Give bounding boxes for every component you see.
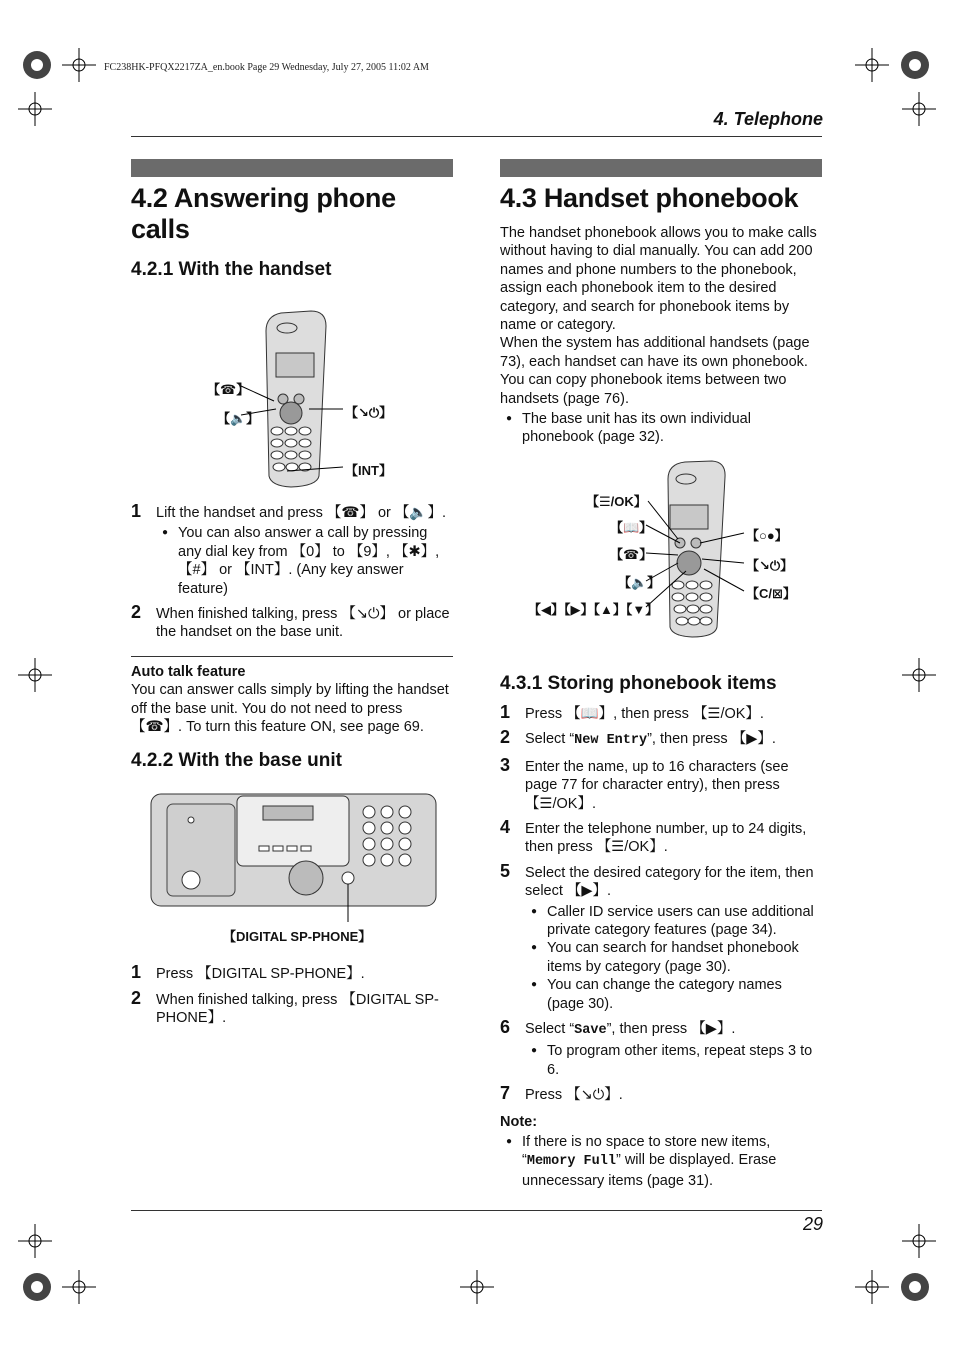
talk-key-label: 【☎】 [610,546,653,562]
header-rule [131,136,822,137]
crosshair-icon [902,1224,936,1258]
handset-figure [131,291,453,496]
step-item: 2 Select “New Entry”, then press 【▶】. [500,727,776,749]
redial-key-label: 【○●】 [746,527,788,543]
speaker-key-label: 【🔈】 [217,411,260,426]
note-heading: Note: [500,1113,538,1130]
off-key-label: 【↘⏻】 [746,557,794,573]
intro-paragraph: When the system has additional handsets (page 73), each handset can have its own phonebook. You can copy phonebook items between two handsets (page 76). [500,335,810,407]
step-item: 6 Select “Save”, then press 【▶】. ● To program other items, repeat steps 3 to 6. [500,1020,822,1079]
bullet-item: ● You can change the category names (page 30). [525,976,822,1013]
crosshair-icon [902,658,936,692]
bullet-item: ● To program other items, repeat steps 3 to 6. [525,1042,822,1079]
digital-sp-phone-label: 【DIGITAL SP-PHONE】 [223,929,372,945]
footer-rule [131,1210,822,1211]
display-text: New Entry [574,733,648,749]
off-key-label: 【↘⏻】 [345,405,393,420]
answer-steps [131,501,453,642]
bullet-item: ● The base unit has its own individual phonebook (page 32). [500,410,822,447]
auto-talk-heading: Auto talk feature [131,663,246,680]
section-bar [500,159,822,177]
page-number: 29 [802,1214,823,1234]
crosshair-icon [460,1270,494,1304]
crosshair-icon [855,48,889,82]
section-title: 4.3 Handset phonebook [500,183,799,213]
base-unit-steps [131,962,453,1027]
crosshair-icon [18,1224,52,1258]
base-unit-figure [131,782,453,957]
step-item: 3 Enter the name, up to 16 characters (see page 77 for character entry), then press 【☰/OK】. [500,754,789,812]
left-column [131,159,453,1036]
section-bar [131,159,453,177]
bullet-item: ● You can search for handset phonebook items by category (page 30). [525,939,822,976]
talk-key-label: 【☎】 [207,382,250,397]
crosshair-icon [855,1270,889,1304]
section-title: 4.2 Answering phone calls [131,183,396,244]
crosshair-icon [902,92,936,126]
menu-ok-key-label: 【☰/OK】 [586,493,647,509]
file-info: FC238HK-PFQX2217ZA_en.book Page 29 Wednesday, July 27, 2005 11:02 AM [104,62,429,73]
subsection-heading: 4.3.1 Storing phonebook items [500,672,777,694]
registration-mark-icon [20,1270,54,1304]
int-key-label: 【INT】 [345,463,392,478]
auto-talk-text: You can answer calls simply by lifting the handset off the base unit. You do not need to press 【☎】. To turn this feature ON, see page 69. [131,682,449,736]
navigator-key-label: 【◀】【▶】【▲】【▼】 [528,601,659,617]
phonebook-key-label: 【📖】 [610,519,653,535]
bullet-item: ● If there is no space to store new items, “Memory Full” will be displayed. Erase unnecessary items (page 31). [500,1133,822,1190]
registration-mark-icon [898,1270,932,1304]
step-item: 4 Enter the telephone number, up to 24 digits, then press 【☰/OK】. [500,816,807,856]
crosshair-icon [18,658,52,692]
clear-key-label: 【C/⊠】 [746,585,796,601]
display-text: Save [574,1022,607,1038]
crosshair-icon [18,92,52,126]
bullet-item: ● Caller ID service users can use additional private category features (page 34). [525,903,822,940]
registration-mark-icon [20,48,54,82]
subsection-heading: 4.2.1 With the handset [131,259,332,280]
bullet-item: ● You can also answer a call by pressing any dial key from 【0】 to 【9】, 【✱】, 【#】 or 【INT】. (Any key answer feature) [156,524,453,598]
handset-illustration [131,291,453,496]
step-item: 2 When finished talking, press 【DIGITAL SP-PHONE】. [131,987,439,1027]
step-item: 2 When finished talking, press 【↘⏻】 or place the handset on the base unit. [131,602,450,641]
step-item: 1 Lift the handset and press 【☎】 or 【🔈】. ● You can also answer a call by pressing any dial key from 【0】 to 【9】, 【✱】, 【#】 or 【INT】. (Any key answer feature) [131,504,453,598]
registration-mark-icon [898,48,932,82]
divider [131,656,453,657]
display-text: Memory Full [526,1154,616,1170]
phonebook-handset-figure [500,459,822,659]
step-item: 1 Press 【DIGITAL SP-PHONE】. [131,962,365,983]
step-item: 1 Press 【📖】, then press 【☰/OK】. [500,701,764,722]
crosshair-icon [62,1270,96,1304]
intro-paragraph: The handset phonebook allows you to make calls without having to dial manually. You can add 200 names and phone numbers to the phonebook, assign each phonebook item to the desired category, and search for phonebook items by name or category. [500,225,817,334]
step-item: 7 Press 【↘⏻】. [500,1083,623,1104]
storing-steps [500,701,822,1105]
chapter-title: 4. Telephone [713,109,823,129]
crosshair-icon [62,48,96,82]
speaker-key-label: 【🔈】 [618,574,661,590]
subsection-heading: 4.2.2 With the base unit [131,750,342,772]
right-column [500,159,822,1190]
step-item: 5 Select the desired category for the item, then select 【▶】. ● Caller ID service users can use additional private category features (page 34). ● You can search for handset phonebook items by category (page 30). ● You can change the category names (page 30). [500,864,822,1013]
